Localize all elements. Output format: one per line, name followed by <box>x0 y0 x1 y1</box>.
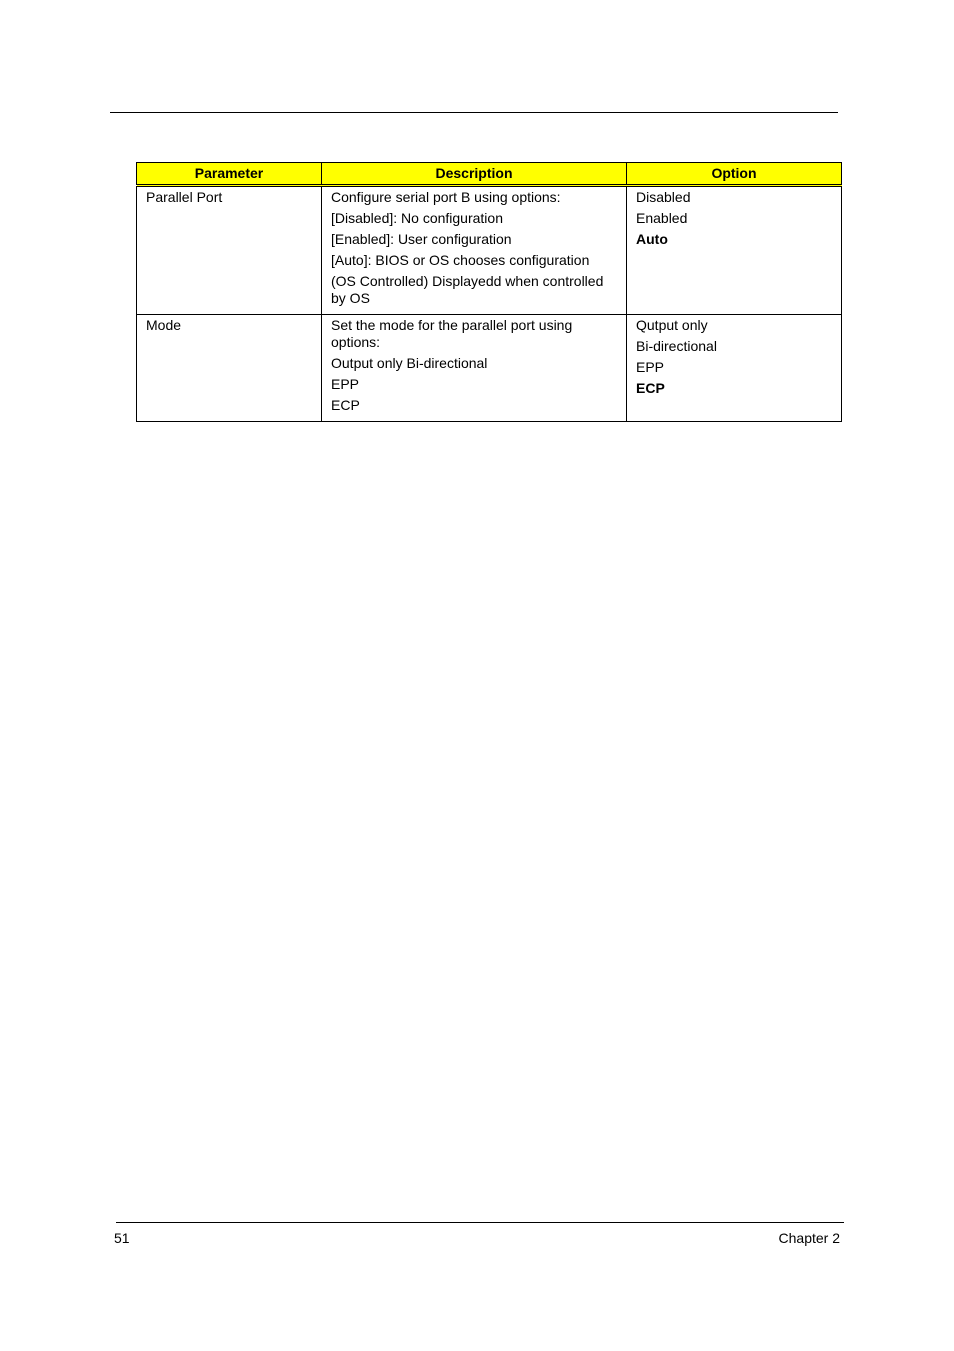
chapter-label: Chapter 2 <box>778 1230 840 1246</box>
footer-rule <box>116 1222 844 1223</box>
description-line: Set the mode for the parallel port using options: <box>331 317 573 350</box>
column-header-description: Description <box>322 163 627 186</box>
description-line: [Auto]: BIOS or OS chooses configuration <box>331 252 590 268</box>
option-cell <box>627 315 842 422</box>
option-value: Qutput only <box>636 317 708 333</box>
column-header-parameter: Parameter <box>137 163 322 186</box>
option-value-default: ECP <box>636 380 665 396</box>
parameter-name: Parallel Port <box>146 189 223 205</box>
option-value: Disabled <box>636 189 691 205</box>
table-header-row <box>137 163 842 186</box>
page-number: 51 <box>114 1230 130 1246</box>
header-rule <box>110 112 838 113</box>
description-cell <box>322 186 627 315</box>
option-value: Bi-directional <box>636 338 717 354</box>
description-line: (OS Controlled) Displayedd when controlled by OS <box>331 273 604 306</box>
parameter-cell <box>137 186 322 315</box>
option-value: Enabled <box>636 210 688 226</box>
column-header-option: Option <box>627 163 842 186</box>
table-row <box>137 315 842 422</box>
description-line: EPP <box>331 376 360 392</box>
option-value-default: Auto <box>636 231 668 247</box>
parameter-name: Mode <box>146 317 182 333</box>
description-line: ECP <box>331 397 360 413</box>
description-line: Output only Bi-directional <box>331 355 488 371</box>
parameter-cell <box>137 315 322 422</box>
description-line: [Enabled]: User configuration <box>331 231 512 247</box>
option-cell <box>627 186 842 315</box>
parameter-table <box>136 162 842 422</box>
option-value: EPP <box>636 359 665 375</box>
table-row <box>137 186 842 315</box>
description-line: [Disabled]: No configuration <box>331 210 503 226</box>
description-cell <box>322 315 627 422</box>
description-line: Configure serial port B using options: <box>331 189 561 205</box>
